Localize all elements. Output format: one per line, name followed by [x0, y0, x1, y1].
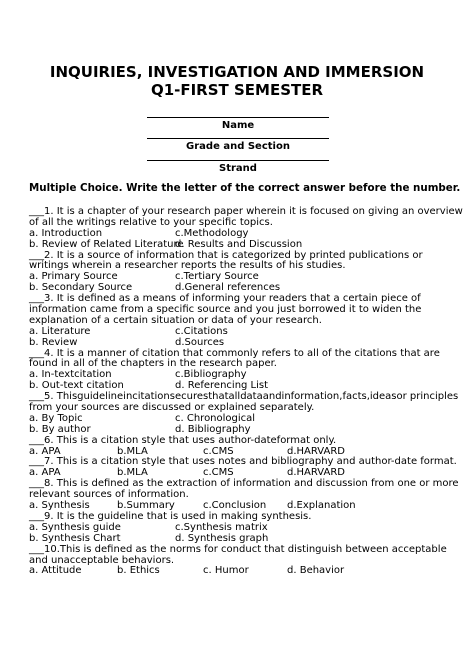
answer-option: a. In-textcitation [29, 369, 112, 381]
answer-option: b.Summary [117, 500, 175, 512]
answer-option: c.Conclusion [203, 500, 267, 512]
document-subtitle: Q1-FIRST SEMESTER [150, 81, 324, 99]
answer-option: d.General references [175, 282, 281, 294]
answer-option: a. APA [29, 445, 61, 457]
question-item [29, 391, 459, 436]
answer-option: d.HARVARD [287, 445, 345, 457]
answer-option: b. Review [29, 336, 78, 348]
answer-option: c.CMS [203, 445, 234, 457]
grade-section-label: Grade and Section [186, 141, 290, 152]
name-blank-line [147, 117, 329, 118]
answer-option: a. Introduction [29, 227, 103, 239]
answer-option: d. Referencing List [175, 380, 269, 392]
name-field[interactable] [147, 117, 329, 132]
answer-option: d. Results and Discussion [175, 238, 303, 250]
answer-option: c.Synthesis matrix [175, 521, 268, 533]
answer-option: b. Out-text citation [29, 380, 124, 392]
question-stem-line: ___1. It is a chapter of your research paper wherein it is focused on giving an overview [29, 206, 463, 217]
question-stem-line: ___3. It is defined as a means of informing your readers that a certain piece of [29, 293, 421, 305]
name-label: Name [221, 120, 255, 131]
strand-blank-line [147, 160, 329, 161]
question-stem-line: ___10.This is defined as the norms for conduct that distinguish between acceptable [29, 543, 447, 555]
answer-option: b. By author [29, 423, 91, 435]
question-stem-line: information came from a specific source and you just borrowed it to widen the [29, 304, 422, 316]
strand-label: Strand [219, 163, 257, 174]
answer-option: a. Synthesis [29, 500, 90, 512]
question-item [29, 436, 453, 458]
strand-field[interactable] [147, 160, 329, 175]
answer-option: b.MLA [117, 445, 148, 457]
answer-option: a. By Topic [29, 412, 83, 424]
grade-section-field[interactable] [147, 138, 329, 153]
question-stem-line: ___9. It is the guideline that is used in making synthesis. [29, 510, 312, 522]
question-stem-line: explanation of a certain situation or data of your research. [29, 314, 322, 326]
answer-option: d. Behavior [287, 565, 345, 577]
answer-option: a. Primary Source [29, 271, 118, 283]
answer-option: c.Bibliography [175, 369, 247, 381]
answer-option: d. Bibliography [175, 423, 251, 435]
question-item [29, 294, 453, 348]
answer-option: d.Explanation [287, 500, 356, 512]
option-row [29, 566, 453, 577]
question-stem-line: writings wherein a researcher reports the results of his studies. [29, 260, 346, 272]
question-stem-line: ___4. It is a manner of citation that commonly refers to all of the citations that are [29, 347, 440, 359]
document-title: INQUIRIES, INVESTIGATION AND IMMERSION [49, 63, 425, 81]
question-stem-line: ___5. Thisguidelineincitationsecuresthatalldataandinformation,facts,ideasor principles [29, 391, 459, 403]
answer-option: c.Tertiary Source [175, 271, 259, 283]
answer-option: b. Synthesis Chart [29, 532, 121, 544]
option-row [29, 327, 453, 338]
question-stem-line: of all the writings relative to your specific topics. [29, 216, 273, 228]
answer-option: a. Attitude [29, 565, 82, 577]
answer-option: b.MLA [117, 467, 148, 479]
instructions: Multiple Choice. Write the letter of the correct answer before the number. [29, 182, 461, 194]
answer-option: a. Literature [29, 325, 91, 337]
answer-option: b. Review of Related Literature [29, 238, 184, 250]
question-stem-line: ___6. This is a citation style that uses author-dateformat only. [29, 434, 337, 446]
question-stem-line: ___7. This is a citation style that uses notes and bibliography and author-date format. [29, 456, 457, 468]
answer-option: b. Ethics [117, 565, 160, 577]
question-stem-line: ___8. This is defined as the extraction of information and discussion from one or more [29, 478, 459, 490]
answer-option: d. Synthesis graph [175, 532, 269, 544]
question-stem-line: ___2. It is a source of information that is categorized by printed publications or [29, 249, 423, 261]
question-item [29, 206, 463, 251]
answer-option: d.Sources [175, 336, 225, 348]
question-stem-line: and unacceptable behaviors. [29, 554, 175, 566]
answer-option: a. Synthesis guide [29, 521, 121, 533]
answer-option: c. Humor [203, 565, 249, 577]
question-item [29, 545, 453, 578]
answer-option: c.CMS [203, 467, 234, 479]
answer-option: c.Methodology [175, 227, 249, 239]
question-item [29, 456, 457, 479]
grade-section-blank-line [147, 138, 329, 139]
question-stem-line: relevant sources of information. [29, 489, 189, 501]
question-item [29, 478, 459, 512]
answer-option: c.Citations [175, 325, 228, 337]
question-list [29, 206, 463, 577]
answer-option: c. Chronological [175, 412, 256, 424]
question-stem-line: from your sources are discussed or explained separately. [29, 402, 315, 414]
question-item [29, 251, 453, 295]
question-item [29, 512, 453, 545]
question-stem-line: found in all of the chapters in the research paper. [29, 358, 277, 370]
answer-option: b. Secondary Source [29, 282, 133, 294]
answer-option: a. APA [29, 467, 61, 479]
question-item [29, 349, 453, 393]
answer-option: d.HARVARD [287, 467, 345, 479]
